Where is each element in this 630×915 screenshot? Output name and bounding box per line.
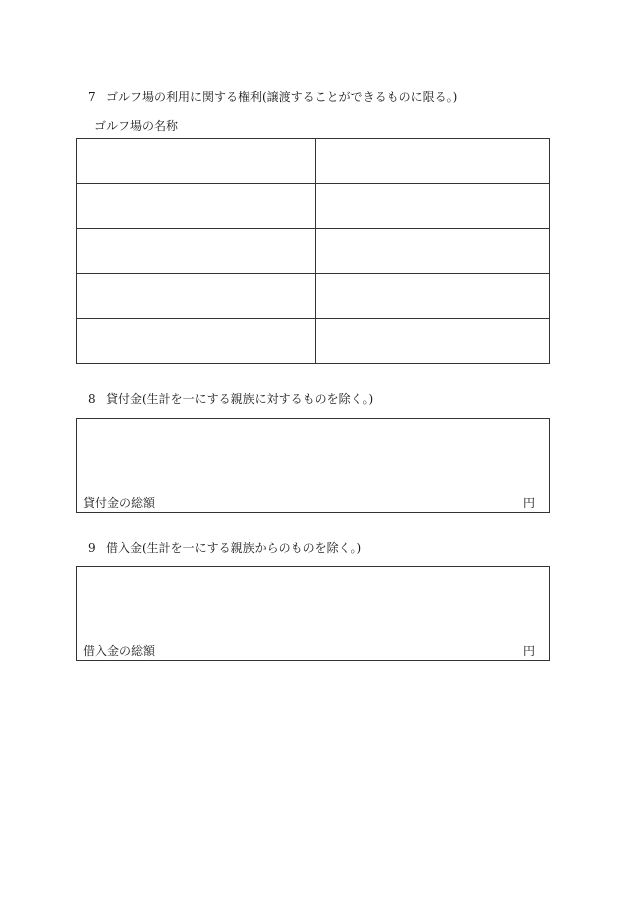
section8-heading	[88, 392, 373, 406]
section9-number: 9	[88, 541, 96, 555]
loans-receivable-total-row	[83, 496, 535, 510]
yen-unit: 円	[522, 496, 535, 510]
table-row	[77, 319, 549, 363]
section7-title: ゴルフ場の利用に関する権利(譲渡することができるものに限る。)	[106, 90, 458, 104]
borrowings-box[interactable]	[76, 566, 550, 661]
borrowings-total-row	[83, 644, 535, 658]
table-row	[77, 139, 549, 184]
section7-heading	[88, 90, 457, 104]
golf-course-detail-cell[interactable]	[316, 274, 549, 318]
borrowings-total-label: 借入金の総額	[83, 644, 156, 658]
section9-title: 借入金(生計を一にする親族からのものを除く。)	[106, 541, 362, 555]
table-row	[77, 274, 549, 319]
golf-course-name-cell[interactable]	[77, 274, 316, 318]
loans-receivable-total-label: 貸付金の総額	[83, 496, 156, 510]
golf-course-name-label: ゴルフ場の名称	[94, 119, 179, 133]
golf-course-name-cell[interactable]	[77, 229, 316, 273]
golf-course-detail-cell[interactable]	[316, 184, 549, 228]
golf-course-detail-cell[interactable]	[316, 229, 549, 273]
section8-title: 貸付金(生計を一にする親族に対するものを除く。)	[106, 392, 374, 406]
yen-unit: 円	[522, 644, 535, 658]
golf-course-name-cell[interactable]	[77, 184, 316, 228]
table-row	[77, 184, 549, 229]
golf-course-detail-cell[interactable]	[316, 139, 549, 183]
loans-receivable-box[interactable]	[76, 418, 550, 513]
golf-course-name-cell[interactable]	[77, 139, 316, 183]
table-row	[77, 229, 549, 274]
golf-course-name-cell[interactable]	[77, 319, 316, 363]
section8-number: 8	[88, 392, 96, 406]
section7-number: 7	[88, 90, 96, 104]
golf-course-detail-cell[interactable]	[316, 319, 549, 363]
section9-heading	[88, 541, 361, 555]
golf-course-table	[76, 138, 550, 364]
